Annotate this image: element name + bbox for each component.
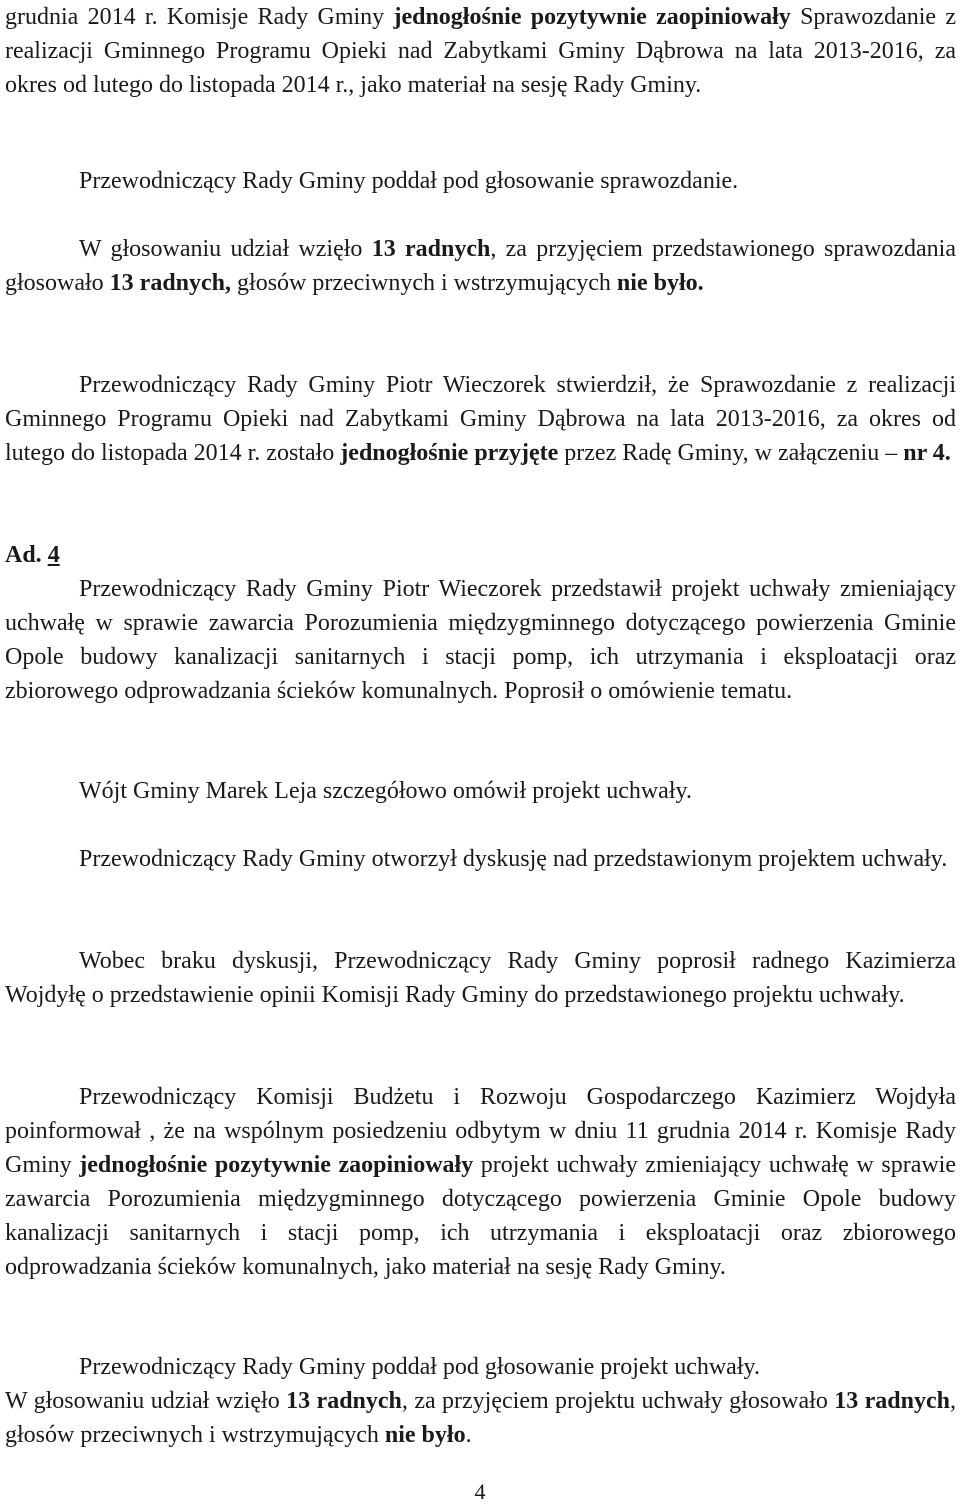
agenda-item-heading: Ad. 4 — [5, 542, 60, 568]
bold-unanimous-positive: jednogłośnie pozytywnie zaopiniowały — [393, 4, 791, 30]
paragraph-report-adopted: Przewodniczący Rady Gminy Piotr Wieczorek stwierdził, że Sprawozdanie z realizacji Gminnego Programu Opieki nad Zabytkami Gminy Dąbrowa na lata 2013-2016, za okres od lutego do listopada 2014 r. zostało jednogłośnie przyjęte przez Radę Gminy, w załączeniu – nr 4. — [5, 372, 956, 466]
paragraph-discussion-opened: Przewodniczący Rady Gminy otworzył dyskusję nad przedstawionym projektem uchwały. — [79, 846, 948, 872]
paragraph-resolution-vote: Przewodniczący Rady Gminy poddał pod głosowanie projekt uchwały. W głosowaniu udział wzięło 13 radnych, za przyjęciem projektu uchwały głosowało 13 radnych, głosów przeciwnych i wstrzymujących nie było. — [5, 1354, 956, 1448]
paragraph-committee-opinion-resolution: Przewodniczący Komisji Budżetu i Rozwoju Gospodarczego Kazimierz Wojdyła poinformował , że na wspólnym posiedzeniu odbytym w dniu 11 grudnia 2014 r. Komisje Rady Gminy jednogłośnie pozytywnie zaopiniowały projekt uchwały zmieniający uchwałę w sprawie zawarcia Porozumienia międzygminnego dotyczącego powierzenia Gminie Opole budowy kanalizacji sanitarnych i stacji pomp, ich utrzymania i eksploatacji oraz zbiorowego odprowadzania ścieków komunalnych, jako materiał na sesję Rady Gminy. — [5, 1084, 956, 1280]
paragraph-vote-result-report: W głosowaniu udział wzięło 13 radnych, za przyjęciem przedstawionego sprawozdania głosowało 13 radnych, głosów przeciwnych i wstrzymujących nie było. — [5, 236, 956, 296]
page-number: 4 — [474, 1479, 486, 1504]
paragraph-vote-called-report: Przewodniczący Rady Gminy poddał pod głosowanie sprawozdanie. — [79, 168, 739, 194]
paragraph-mayor-discussed: Wójt Gminy Marek Leja szczegółowo omówił projekt uchwały. — [79, 778, 692, 804]
paragraph-resolution-presented: Przewodniczący Rady Gminy Piotr Wieczorek przedstawił projekt uchwały zmieniający uchwałę w sprawie zawarcia Porozumienia międzygminnego dotyczącego powierzenia Gminie Opole budowy kanalizacji sanitarnych i stacji pomp, ich utrzymania i eksploatacji oraz zbiorowego odprowadzania ścieków komunalnych. Poprosił o omówienie tematu. — [5, 576, 956, 704]
paragraph-committee-opinion-report: grudnia 2014 r. Komisje Rady Gminy jednogłośnie pozytywnie zaopiniowały Sprawozdanie z realizacji Gminnego Programu Opieki nad Zabytkami Gminy Dąbrowa na lata 2013-2016, za okres od lutego do listopada 2014 r., jako materiał na sesję Rady Gminy. — [5, 4, 956, 98]
paragraph-opinion-requested: Wobec braku dyskusji, Przewodniczący Rady Gminy poprosił radnego Kazimierza Wojdyłę o przedstawienie opinii Komisji Rady Gminy do przedstawionego projektu uchwały. — [5, 948, 956, 1008]
attachment-number: nr 4. — [903, 440, 951, 466]
